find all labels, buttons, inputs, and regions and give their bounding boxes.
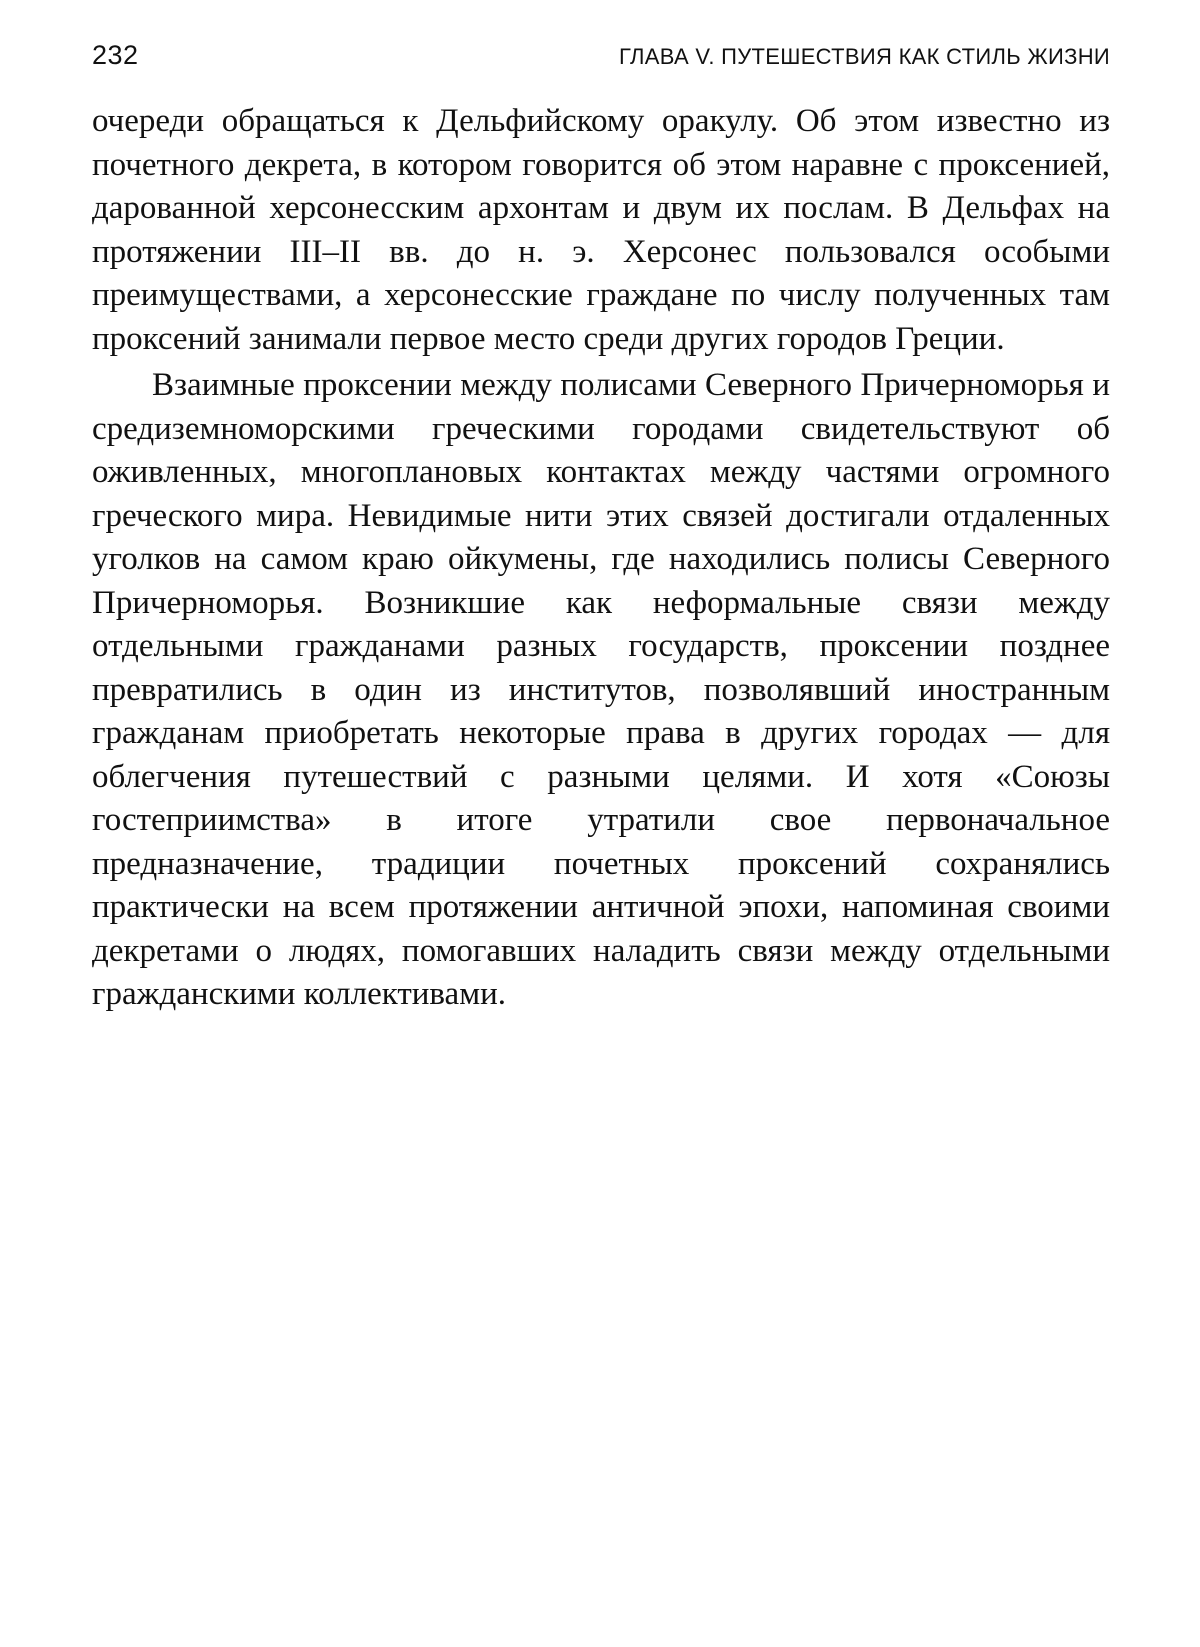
page-number: 232 bbox=[92, 40, 139, 70]
body-text bbox=[92, 100, 1110, 1017]
paragraph-continuation: очереди обращаться к Дельфийскому оракулу. Об этом известно из почетного декрета, в котором говорится об этом наравне с проксенией, дарованной херсонесским архонтам и двум их послам. В Дельфах на протяжении III–II вв. до н. э. Херсонес пользовался особыми преимуществами, а херсонесские граждане по числу полученных там проксений занимали первое место среди других городов Греции. bbox=[92, 103, 1110, 357]
chapter-title: ГЛАВА V. ПУТЕШЕСТВИЯ КАК СТИЛЬ ЖИЗНИ bbox=[619, 44, 1110, 69]
running-header bbox=[92, 38, 1110, 78]
paragraph-proxenia: Взаимные проксении между полисами Северного Причерноморья и средиземноморскими греческими городами свидетельствуют об оживленных, многоплановых контактах между частями огромного греческого мира. Невидимые нити этих связей достигали отдаленных уголков на самом краю ойкумены, где находились полисы Северного Причерноморья. Возникшие как неформальные связи между отдельными гражданами разных государств, проксении позднее превратились в один из институтов, позволявший иностранным гражданам приобретать некоторые права в других городах — для облегчения путешествий с разными целями. И хотя «Союзы гостеприимства» в итоге утратили свое первоначальное предназначение, традиции почетных проксений сохранялись практически на всем протяжении античной эпохи, напоминая своими декретами о людях, помогавших наладить связи между отдельными гражданскими коллективами. bbox=[92, 367, 1110, 1012]
